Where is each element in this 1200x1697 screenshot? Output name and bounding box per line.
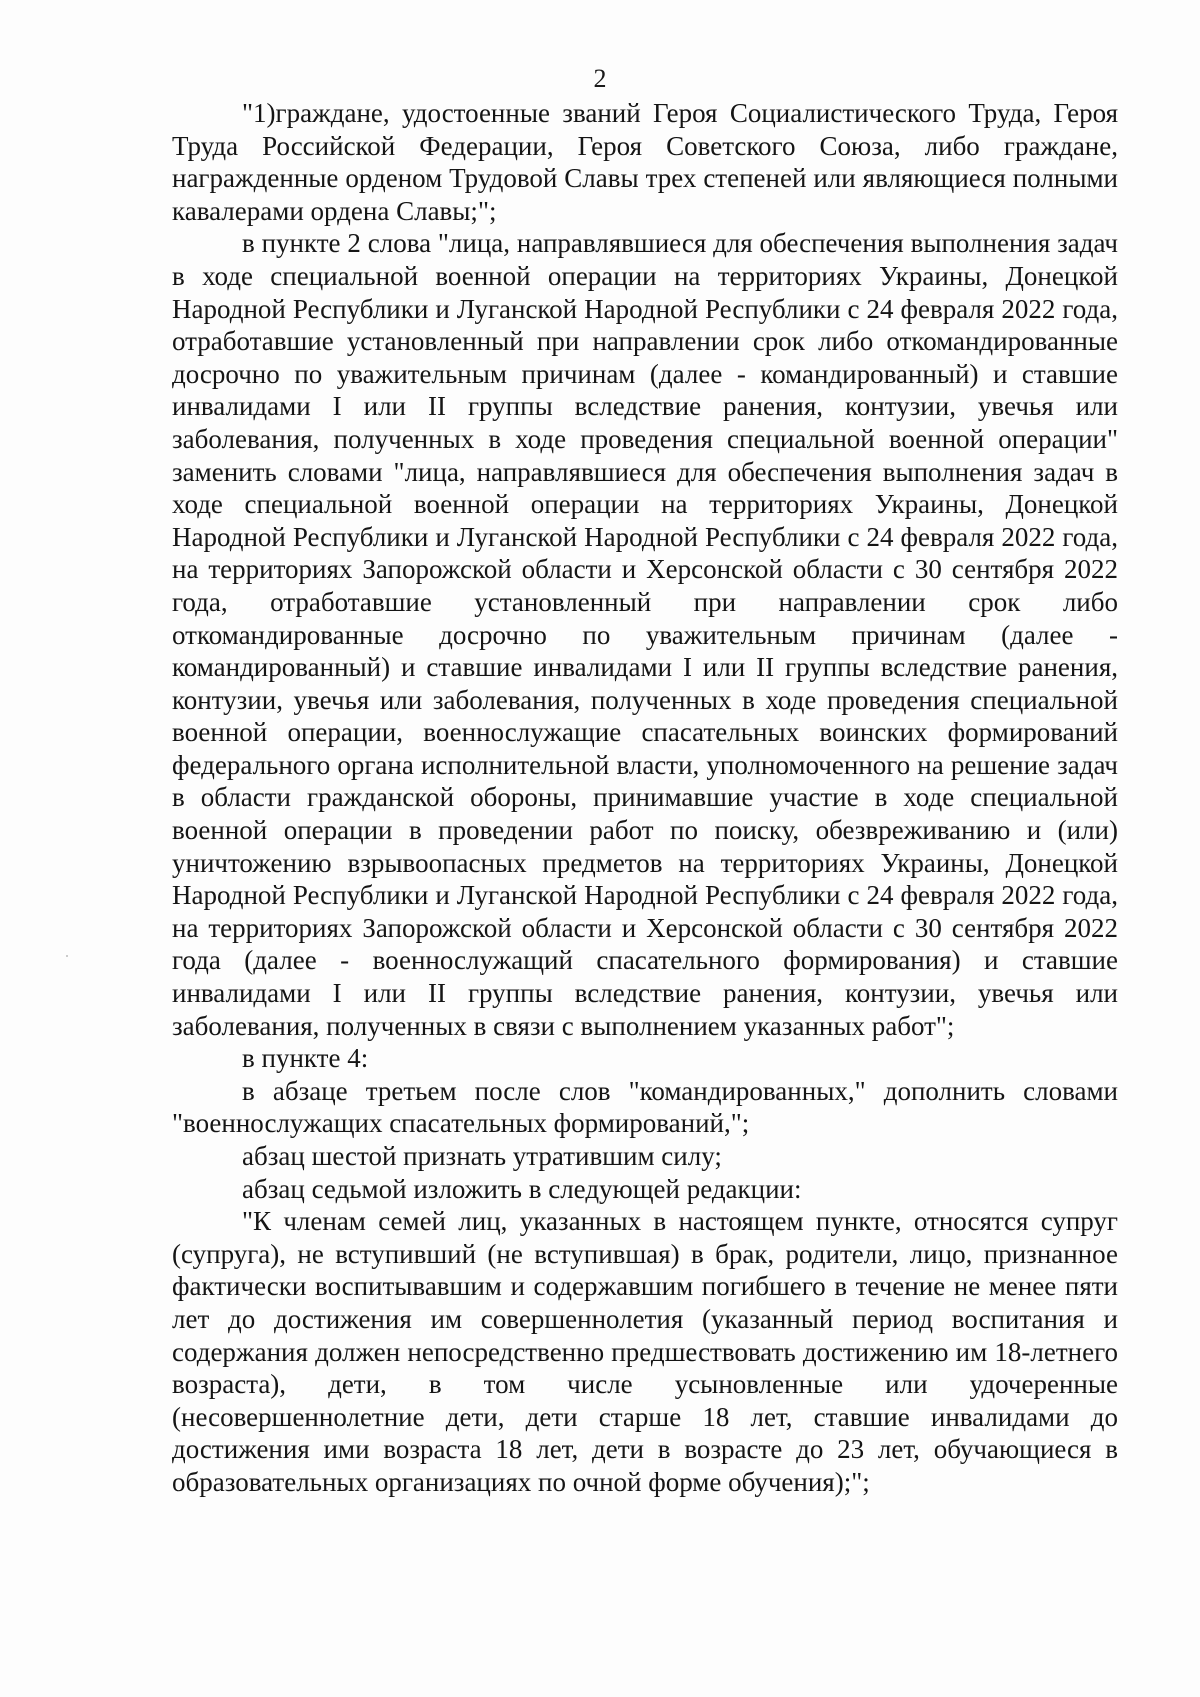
paragraph-point-4-heading: в пункте 4: bbox=[242, 1043, 369, 1074]
document-body bbox=[172, 97, 1118, 1499]
paragraph-sixth-subparagraph: абзац шестой признать утратившим силу; bbox=[242, 1141, 722, 1171]
paragraph-point-2-amendment: в пункте 2 слова "лица, направлявшиеся для обеспечения выполнения задач в ходе специальной военной операции на территориях Украины, Донецкой Народной Республики и Луганской Народной Республики с 24 февраля 2022 года, отработавшие установленный при направлении срок либо откомандированные досрочно по уважительным причинам (далее - командированный) и ставшие инвалидами I или II группы вследствие ранения, контузии, увечья или заболевания, полученных в ходе проведения специальной военной операции" заменить словами "лица, направлявшиеся для обеспечения выполнения задач в ходе специальной военной операции на территориях Украины, Донецкой Народной Республики и Луганской Народной Республики с 24 февраля 2022 года, на территориях Запорожской области и Херсонской области с 30 сентября 2022 года, отработавшие установленный при направлении срок либо откомандированные досрочно по уважительным причинам (далее - командированный) и ставшие инвалидами I или II группы вследствие ранения, контузии, увечья или заболевания, полученных в ходе проведения специальной военной операции, военнослужащие спасательных воинских формирований федерального органа исполнительной власти, уполномоченного на решение задач в области гражданской обороны, принимавшие участие в ходе специальной военной операции в проведении работ по поиску, обезвреживанию и (или) уничтожению взрывоопасных предметов на территориях Украины, Донецкой Народной Республики и Луганской Народной Республики с 24 февраля 2022 года, на территориях Запорожской области и Херсонской области с 30 сентября 2022 года (далее - военнослужащий спасательного формирования) и ставшие инвалидами I или II группы вследствие ранения, контузии, увечья или заболевания, полученных в связи с выполнением указанных работ"; bbox=[172, 228, 1118, 1041]
paragraph-family-members: "К членам семей лиц, указанных в настоящем пункте, относятся супруг (супруга), не вступивший (не вступившая) в брак, родители, лицо, признанное фактически воспитывавшим и содержавшим погибшего в течение не менее пяти лет до достижения им совершеннолетия (указанный период воспитания и содержания должен непосредственно предшествовать достижению им 18-летнего возраста), дети, в том числе усыновленные или удочеренные (несовершеннолетние дети, дети старше 18 лет, ставшие инвалидами до достижения ими возраста 18 лет, дети в возрасте до 23 лет, обучающиеся в образовательных организациях по очной форме обучения);"; bbox=[172, 1206, 1118, 1497]
scan-artifact bbox=[66, 955, 68, 957]
paragraph-heroes-clause: "1)граждане, удостоенные званий Героя Социалистического Труда, Героя Труда Российской Федерации, Героя Советского Союза, либо граждане, награжденные орденом Трудовой Славы трех степеней или являющиеся полными кавалерами ордена Славы;"; bbox=[172, 98, 1118, 226]
paragraph-third-subparagraph: в абзаце третьем после слов "командированных," дополнить словами "военнослужащих спасательных формирований,"; bbox=[172, 1075, 1118, 1139]
page-number: 2 bbox=[593, 64, 607, 93]
paragraph-seventh-subparagraph: абзац седьмой изложить в следующей редакции: bbox=[242, 1173, 802, 1204]
